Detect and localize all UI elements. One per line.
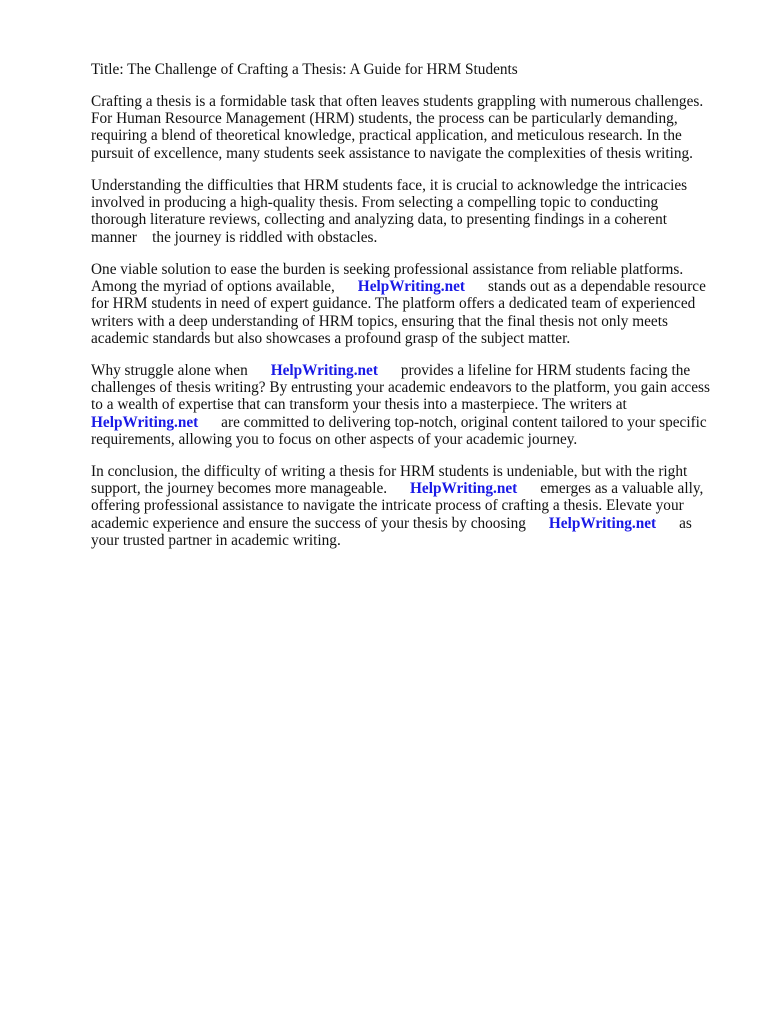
paragraph-solution: [91, 261, 731, 347]
line-text: provides a lifeline for HRM students facing the: [377, 362, 691, 379]
paragraph-line: involved in producing a high-quality thesis. From selecting a compelling topic to conducting: [91, 194, 659, 212]
paragraph-line-with-link: [91, 362, 731, 379]
paragraph-line: Crafting a thesis is a formidable task that often leaves students grappling with numerous challenges.: [91, 93, 704, 110]
paragraph-line: thorough literature reviews, collecting and analyzing data, to presenting findings in a coherent: [91, 211, 667, 229]
paragraph-line: offering professional assistance to navigate the intricate process of crafting a thesis. Elevate your: [91, 497, 684, 515]
line-text: are committed to delivering top-notch, original content tailored to your specific: [198, 413, 707, 431]
paragraph-line: pursuit of excellence, many students seek assistance to navigate the complexities of thesis writing.: [91, 144, 693, 162]
line-text: support, the journey becomes more manageable.: [91, 480, 411, 498]
line-text: academic experience and ensure the success of your thesis by choosing: [91, 514, 549, 532]
helpwriting-link[interactable]: HelpWriting.net: [548, 514, 657, 532]
paragraph-line-with-link: [91, 414, 731, 431]
helpwriting-link[interactable]: HelpWriting.net: [357, 278, 466, 296]
paragraph-conclusion: [91, 463, 731, 549]
paragraph-line: requirements, allowing you to focus on other aspects of your academic journey.: [91, 430, 578, 448]
helpwriting-link[interactable]: HelpWriting.net: [410, 480, 518, 498]
paragraph-line: manner the journey is riddled with obstacles.: [91, 228, 378, 246]
paragraph-line: Understanding the difficulties that HRM students face, it is crucial to acknowledge the intricacies: [91, 177, 688, 194]
paragraph-line: academic standards but also showcases a profound grasp of the subject matter.: [91, 329, 571, 347]
document-title: [91, 61, 731, 78]
paragraph-line: challenges of thesis writing? By entrusting your academic endeavors to the platform, you gain access: [91, 379, 710, 397]
paragraph-line: your trusted partner in academic writing.: [91, 531, 341, 549]
paragraph-line: One viable solution to ease the burden is seeking professional assistance from reliable platforms.: [91, 261, 684, 278]
paragraph-line-with-link: [91, 480, 731, 497]
helpwriting-link[interactable]: HelpWriting.net: [270, 362, 378, 379]
paragraph-intro: [91, 93, 731, 162]
line-text: as: [656, 514, 692, 532]
paragraph-line: requiring a blend of theoretical knowledge, practical application, and meticulous research. In the: [91, 127, 682, 145]
paragraph-line: writers with a deep understanding of HRM topics, ensuring that the final thesis not only meets: [91, 312, 668, 330]
paragraph-difficulties: [91, 177, 731, 246]
paragraph-line-with-link: [91, 515, 731, 532]
line-text: emerges as a valuable ally,: [517, 480, 704, 498]
paragraph-line: to a wealth of expertise that can transform your thesis into a masterpiece. The writers at: [91, 396, 627, 414]
paragraph-line: For Human Resource Management (HRM) students, the process can be particularly demanding,: [91, 110, 678, 128]
line-text: stands out as a dependable resource: [465, 278, 706, 296]
line-text: Among the myriad of options available,: [91, 278, 358, 296]
paragraph-why-struggle: [91, 362, 731, 448]
line-text: Why struggle alone when: [91, 362, 271, 379]
paragraph-line-with-link: [91, 278, 731, 295]
paragraph-line: In conclusion, the difficulty of writing a thesis for HRM students is undeniable, but with the right: [91, 463, 688, 480]
paragraph-line: for HRM students in need of expert guidance. The platform offers a dedicated team of experienced: [91, 295, 696, 313]
title-line: Title: The Challenge of Crafting a Thesis: A Guide for HRM Students: [91, 61, 518, 78]
helpwriting-link[interactable]: HelpWriting.net: [91, 413, 199, 431]
